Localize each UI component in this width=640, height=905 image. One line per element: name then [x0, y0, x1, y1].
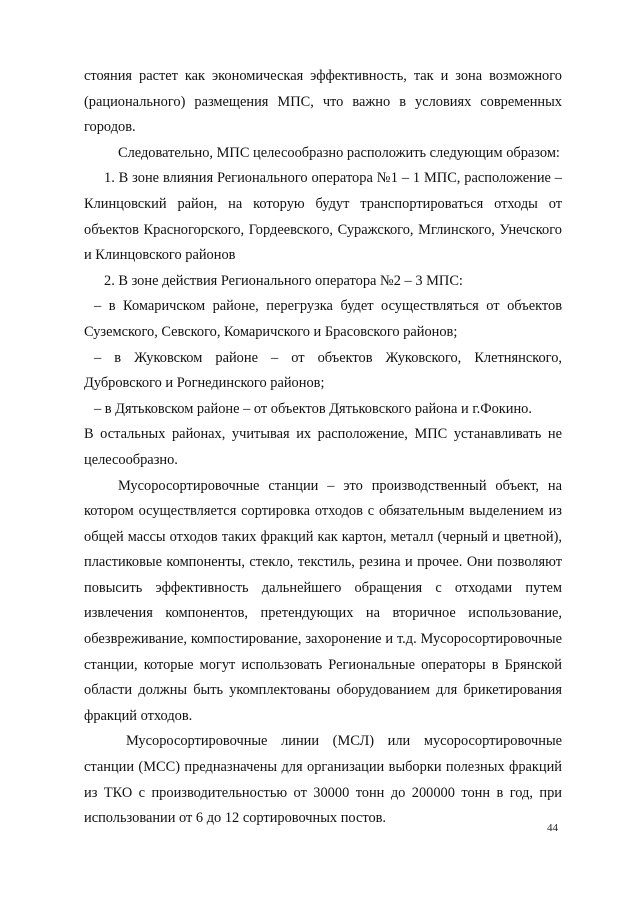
list-item-1: 1. В зоне влияния Регионального оператора №1 – 1 МПС, расположение – Клинцовский район, на которую будут транспортироваться отходы от объектов Красногорского, Гордеевского, Суражского, Мглинского, Унечского и Клинцовского районов [84, 170, 562, 264]
paragraph-other-districts: В остальных районах, учитывая их расположение, МПС устанавливать не целесообразно. [84, 426, 562, 468]
paragraph-conclusion: Следовательно, МПС целесообразно расположить следующим образом: [118, 144, 560, 161]
document-page [84, 64, 562, 832]
dash-item-zhukovka: – в Жуковском районе – от объектов Жуковского, Клетнянского, Дубровского и Рогнединского районов; [84, 349, 562, 392]
dash-item-dyatkovo: – в Дятьковском районе – от объектов Дятьковского района и г.Фокино. [94, 400, 532, 417]
dash-item-komarichi: – в Комаричском районе, перегрузка будет осуществляться от объектов Суземского, Севского, Комаричского и Брасовского районов; [84, 298, 562, 340]
list-item-2: 2. В зоне действия Регионального оператора №2 – 3 МПС: [104, 272, 463, 289]
page-number: 44 [547, 822, 558, 834]
paragraph-continuation: стояния растет как экономическая эффективность, так и зона возможного (рационального) размещения МПС, что важно в условиях современных городов. [84, 68, 562, 136]
paragraph-sorting-lines: Мусоросортировочные линии (МСЛ) или мусоросортировочные станции (МСС) предназначены для организации выборки полезных фракций из ТКО с производительностью от 30000 тонн до 200000 тонн в год, при использовании от 6 до 12 сортировочных постов. [84, 733, 562, 827]
paragraph-sorting-stations: Мусоросортировочные станции – это производственный объект, на котором осуществляется сортировка отходов с обязательным выделением из общей массы отходов таких фракций как картон, металл (черный и цветной), пластиковые компоненты, стекло, текстиль, резина и прочее. Они позволяют повысить эффективность дальнейшего обращения с отходами путем извлечения компонентов, претендующих на вторичное использование, обезвреживание, компостирование, захоронение и т.д. Мусоросортировочные станции, которые могут использовать Региональные операторы в Брянской области должны быть укомплектованы оборудованием для брикетирования фракций отходов. [84, 477, 562, 724]
